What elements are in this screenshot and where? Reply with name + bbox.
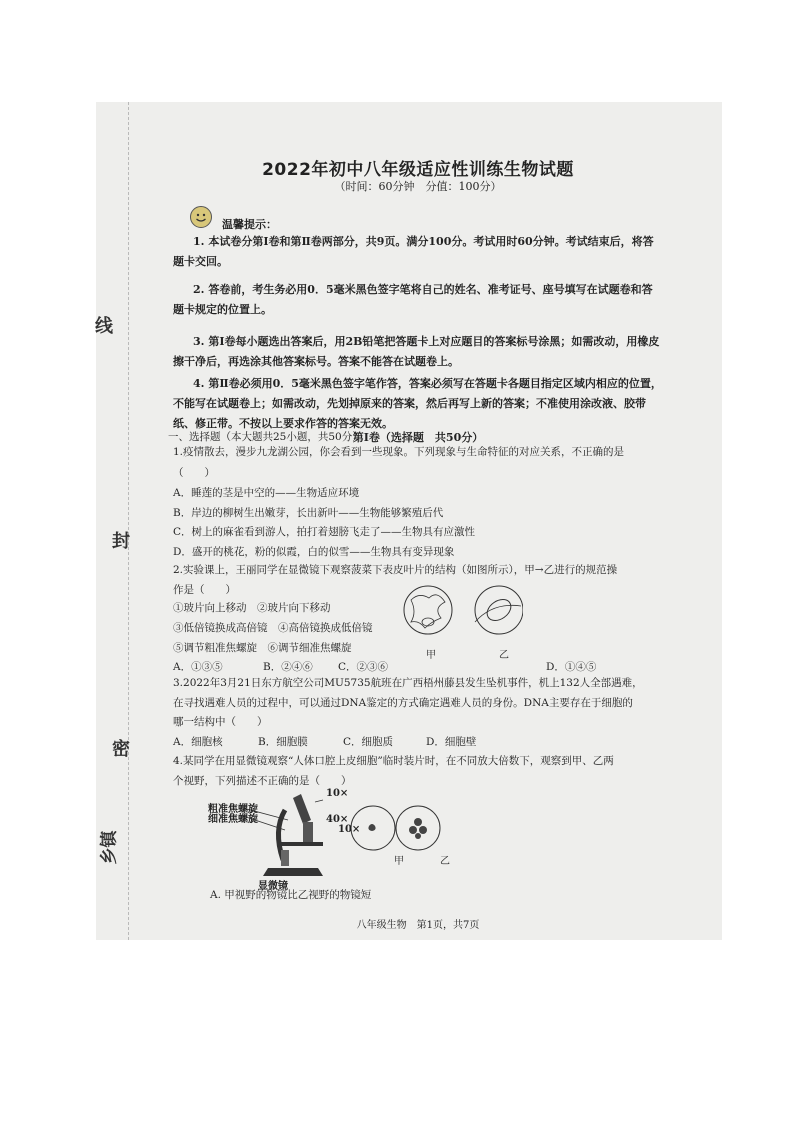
notice-item-1: 1. 本试卷分第Ⅰ卷和第Ⅱ卷两部分，共9页。满分100分。考试用时60分钟。考试结束后，将答题卡交回。	[173, 235, 654, 268]
q2-stem-line2: 作是（ ）	[173, 584, 236, 596]
q3-option-b: B．细胞膜	[258, 736, 308, 748]
binding-char-xiang: 乡镇	[99, 830, 120, 865]
q3-option-c: C．细胞质	[343, 736, 394, 748]
page-footer: 八年级生物 第1页，共7页	[356, 920, 480, 931]
smiley-icon	[190, 206, 212, 228]
q4-label-jia: 甲	[394, 856, 404, 867]
q2-option-b: B．②④⑥	[263, 661, 313, 673]
q2-label-jia: 甲	[426, 650, 436, 661]
q2-option-a: A．①③⑤	[173, 661, 223, 673]
q3-option-d: D．细胞壁	[426, 736, 477, 748]
q2-option-c: C．②③⑥	[338, 661, 389, 673]
q4-label-10x-top: 10×	[326, 788, 349, 799]
q4-label-40x: 40×	[326, 814, 349, 825]
q2-options-12: ①玻片向上移动 ②玻片向下移动	[173, 602, 331, 614]
q1-stem-line1: 1.疫情散去，漫步九龙湖公园，你会看到一些现象。下列现象与生命特征的对应关系，不正确的是	[173, 446, 625, 458]
page-subtitle: （时间：60分钟 分值：100分）	[334, 180, 502, 193]
notice-heading: 温馨提示：	[222, 218, 277, 231]
q1-option-c: C．树上的麻雀看到游人，拍打着翅膀飞走了——生物具有应激性	[173, 526, 476, 538]
q4-stem-line1: 4.某同学在用显微镜观察“人体口腔上皮细胞”临时装片时，在不同放大倍数下，观察到甲、乙两	[173, 755, 614, 767]
binding-dashed-line	[128, 102, 129, 940]
q4-label-scope: 显微镜	[258, 881, 288, 892]
notice-item-2: 2. 答卷前，考生务必用0．5毫米黑色签字笔将自己的姓名、准考证号、座号填写在试题卷和答题卡规定的位置上。	[173, 283, 653, 316]
notice-item-4: 4. 第Ⅱ卷必须用0．5毫米黑色签字笔作答，答案必须写在答题卡各题目指定区域内相应的位置，不能写在试题卷上；如需改动，先划掉原来的答案，然后再写上新的答案；不准使用涂改液、胶带纸、修正带。不按以上要求作答的答案无效。	[173, 377, 662, 430]
q4-label-yi: 乙	[440, 856, 450, 867]
binding-char-mi: 密	[112, 739, 130, 760]
q1-option-b: B．岸边的柳树生出嫩芽，长出新叶——生物能够繁殖后代	[173, 507, 444, 519]
q3-stem-line3: 哪一结构中（ ）	[173, 716, 268, 728]
q2-stem-line1: 2.实验课上，王丽同学在显微镜下观察菠菜下表皮叶片的结构（如图所示），甲→乙进行的规范操	[173, 564, 618, 576]
q2-options-56: ⑤调节粗准焦螺旋 ⑥调节细准焦螺旋	[173, 642, 352, 654]
binding-char-xian: 线	[95, 316, 113, 337]
q1-stem-line2: （ ）	[173, 467, 215, 479]
q2-options-34: ③低倍镜换成高倍镜 ④高倍镜换成低倍镜	[173, 622, 373, 634]
q2-option-d: D．①④⑤	[546, 661, 597, 673]
binding-char-feng: 封	[112, 531, 130, 552]
part-heading: 一、选择题（本大题共25小题，共50分）	[168, 431, 363, 443]
page-title: 2022年初中八年级适应性训练生物试题	[262, 160, 574, 180]
q1-option-d: D．盛开的桃花，粉的似霞，白的似雪——生物具有变异现象	[173, 546, 455, 558]
q3-stem-line1: 3.2022年3月21日东方航空公司MU5735航班在广西梧州藤县发生坠机事件，机上132人全部遇难，	[173, 677, 643, 689]
q2-label-yi: 乙	[499, 650, 509, 661]
notice-item-3: 3. 第Ⅰ卷每小题选出答案后，用2B铅笔把答题卡上对应题目的答案标号涂黑；如需改动，用橡皮擦干净后，再选涂其他答案标号。答案不能答在试题卷上。	[173, 335, 660, 368]
q4-label-10x: 10×	[338, 824, 361, 835]
q4-option-a: A. 甲视野的物镜比乙视野的物镜短	[210, 889, 372, 901]
q4-label-fine: 细准焦螺旋	[208, 814, 258, 825]
section-title: 第Ⅰ卷（选择题 共50分）	[352, 431, 484, 444]
q3-stem-line2: 在寻找遇难人员的过程中，可以通过DNA鉴定的方式确定遇难人员的身份。DNA主要存在于细胞的	[173, 697, 633, 709]
q1-option-a: A．睡莲的茎是中空的——生物适应环境	[173, 487, 360, 499]
q3-option-a: A．细胞核	[173, 736, 223, 748]
q4-stem-line2: 个视野，下列描述不正确的是（ ）	[173, 775, 352, 787]
q4-label-coarse: 粗准焦螺旋	[208, 804, 258, 815]
